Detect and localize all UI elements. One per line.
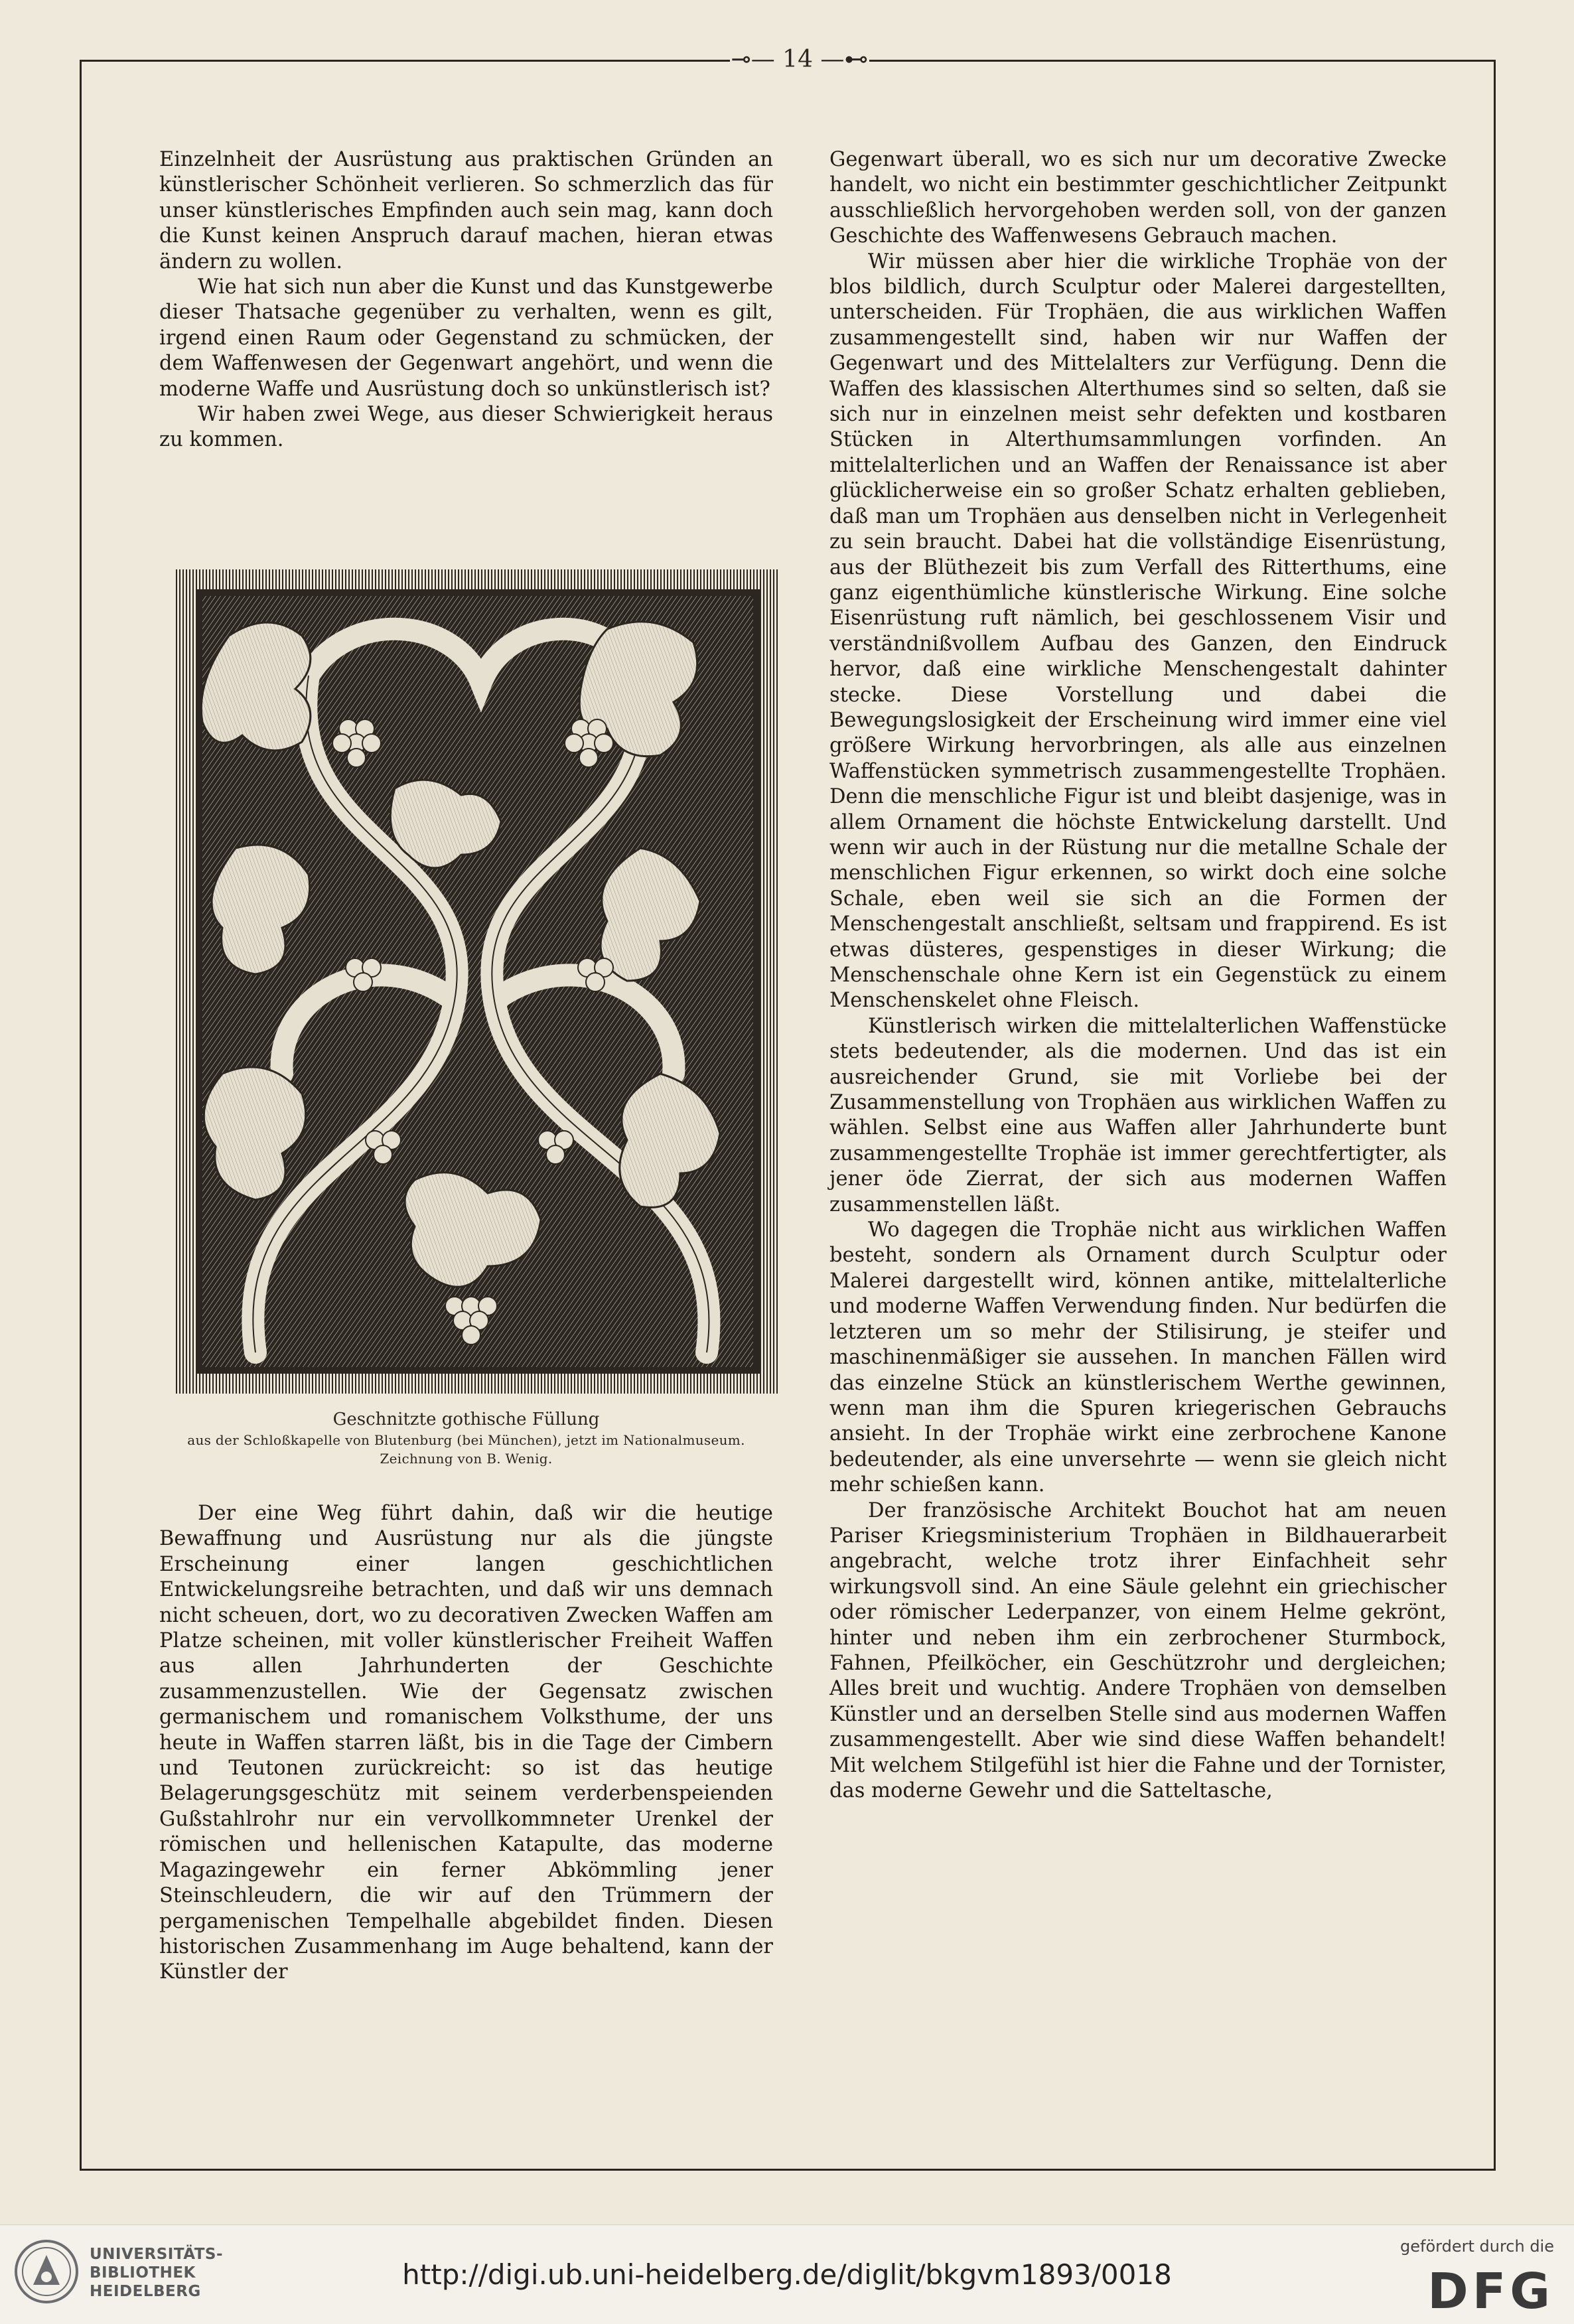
caption-title: Geschnitzte gothische Füllung [332, 1410, 600, 1429]
institution-line: BIBLIOTHEK [90, 2264, 196, 2282]
paragraph: Wie hat sich nun aber die Kunst und das Kunstgewerbe dieser Thatsache gegenüber zu verhalten, wenn es gilt, irgend einen Raum oder Gegenstand zu schmücken, der dem Waffenwesen der Gegenwart angehört, und wenn die moderne Waffe und Ausrüstung doch so unkünstlerisch ist? [159, 275, 773, 401]
sponsor-label: gefördert durch die [1400, 2237, 1554, 2256]
paragraph: Gegenwart überall, wo es sich nur um decorative Zwecke handelt, wo nicht ein bestimmter geschichtlicher Zeitpunkt ausschließlich hervorgehoben werden soll, von der ganzen Geschichte des Waffenwesens Gebrauch machen. [829, 148, 1447, 248]
institution-line: UNIVERSITÄTS- [90, 2246, 224, 2263]
paragraph: Der eine Weg führt dahin, daß wir die heutige Bewaffnung und Ausrüstung nur als die jüngste Erscheinung einer langen geschichtlichen Entwickelungsreihe betrachten, und daß wir uns demnach nicht scheuen, dort, wo zu decorativen Zwecken Waffen am Platze scheinen, mit voller künstlerischer Freiheit Waffen aus allen Jahrhunderten der Geschichte zusammenzustellen. Wie der Gegensatz zwischen germanischem und romanischem Volksthume, der uns heute in Waffen starren läßt, bis in die Tage der Cimbern und Teutonen zurückreicht: so ist das heutige Belagerungsgeschütz mit seinem verderbenspeienden Gußstahlrohr nur ein vervollkommneter Urenkel der römischen und hellenischen Katapulte, das moderne Magazingewehr ein ferner Abkömmling jener Steinschleudern, die wir auf den Trümmern der pergamenischen Tempelhalle abgebildet finden. Diesen historischen Zusammenhang im Auge behaltend, kann der Künstler der [159, 1502, 773, 1984]
carved-gothic-panel-illustration [176, 569, 780, 1394]
permalink-url[interactable]: http://digi.ub.uni-heidelberg.de/diglit/bkgvm1893/0018 [402, 2258, 1172, 2291]
caption-credit: Zeichnung von B. Wenig. [380, 1451, 553, 1467]
digitization-footer [0, 2224, 1574, 2324]
paragraph: Wir haben zwei Wege, aus dieser Schwierigkeit heraus zu kommen. [159, 403, 773, 452]
page-number-ornament: ⊸— 14 —⊷ [731, 46, 869, 73]
paragraph: Wir müssen aber hier die wirkliche Trophäe von der blos bildlich, durch Sculptur oder Malerei dargestellten, unterscheiden. Für Trophäen, die aus wirklichen Waffen zusammengestellt sind, haben wir nur Waffen der Gegenwart und des Mittelalters zur Verfügung. Denn die Waffen des klassischen Alterthumes sind so selten, daß sie sich nur in einzelnen meist sehr defekten und kostbaren Stücken in Alterthumsammlungen vorfinden. An mittelalterlichen und an Waffen der Renaissance ist aber glücklicherweise ein so großer Schatz erhalten geblieben, daß man um Trophäen aus denselben nicht in Verlegenheit zu sein braucht. Dabei hat die vollständige Eisenrüstung, aus der Blüthezeit bis zum Verfall des Ritterthums, eine ganz eigenthümliche künstlerische Wirkung. Eine solche Eisenrüstung ruft nämlich, bei geschlossenem Visir und verständnißvollem Aufbau des Ganzen, den Eindruck hervor, daß eine wirkliche Menschengestalt dahinter stecke. Diese Vorstellung und dabei die Bewegungslosigkeit der Erscheinung wird immer eine viel größere Wirkung hervorbringen, als alle aus einzelnen Waffenstücken symmetrisch zusammengestellte Trophäen. Denn die menschliche Figur ist und bleibt dasjenige, was in allem Ornament die höchste Entwickelung darstellt. Und wenn wir auch in der Rüstung nur die metallne Schale der menschlichen Figur erkennen, so wirkt doch eine solche Schale, eben weil sie sich an die Formen der Menschengestalt anschließt, seltsam und frappirend. Es ist etwas düsteres, gespenstiges in dieser Wirkung; die Menschenschale ohne Kern ist ein Gegenstück zu einem Menschenskelet ohne Fleisch. [829, 250, 1447, 1013]
frame-right-rule [1494, 60, 1496, 2169]
paragraph: Wo dagegen die Trophäe nicht aus wirklichen Waffen besteht, sondern als Ornament durch Sculptur oder Malerei dargestellt wird, können antike, mittelalterliche und moderne Waffen Verwendung finden. Nur bedürfen die letzteren um so mehr der Stilisirung, je steifer und maschinenmäßiger sie aussehen. In manchen Fällen wird das einzelne Stück an künstlerischem Werthe gewinnen, wenn man ihm die Spuren kriegerischen Gebrauchs ansieht. In der Trophäe wirkt eine zerbrochene Kanone bedeutender, als eine unversehrte — wenn sie gleich nicht mehr schießen kann. [829, 1218, 1447, 1497]
frame-left-rule [80, 60, 82, 2169]
paragraph: Künstlerisch wirken die mittelalterlichen Waffenstücke stets bedeutender, als die modernen. Und das ist ein ausreichender Grund, sie mit Vorliebe bei der Zusammenstellung von Trophäen aus wirklichen Waffen zu wählen. Selbst eine aus Waffen aller Jahrhunderte bunt zusammengestellte Trophäe ist immer gerechtfertigter, als jener öde Zierrat, der sich aus modernen Waffen zusammenstellen läßt. [829, 1014, 1447, 1216]
right-column-text [829, 147, 1447, 1804]
paragraph: Einzelnheit der Ausrüstung aus praktischen Gründen an künstlerischer Schönheit verlieren. So schmerzlich das für unser künstlerisches Empfinden auch sein mag, kann doch die Kunst keinen Anspruch darauf machen, hieran etwas ändern zu wollen. [159, 148, 773, 273]
left-column-top-text [159, 147, 773, 453]
page-number: 14 [782, 46, 813, 73]
caption-source: aus der Schloßkapelle von Blutenburg (bei München), jetzt im Nationalmuseum. [187, 1432, 745, 1448]
frame-bottom-rule [80, 2169, 1496, 2171]
carved-panel-engraving [176, 569, 780, 1394]
institution-line: HEIDELBERG [90, 2283, 201, 2300]
figure-caption [159, 1408, 773, 1468]
paragraph: Der französische Architekt Bouchot hat am neuen Pariser Kriegsministerium Trophäen in Bildhauerarbeit angebracht, welche trotz ihrer Einfachheit sehr wirkungsvoll sind. An eine Säule gelehnt ein griechischer oder römischer Lederpanzer, von einem Helme gekrönt, hinter und neben ihm ein zerbrochener Sturmbock, Fahnen, Pfeilköcher, ein Geschützrohr und dergleichen; Alles breit und wuchtig. Andere Trophäen von demselben Künstler und an derselben Stelle sind aus modernen Waffen zusammengestellt. Aber wie sind diese Waffen behandelt! Mit welchem Stilgefühl ist hier die Fahne und der Tornister, das moderne Gewehr und die Satteltasche, [829, 1498, 1447, 1802]
left-column-bottom-text [159, 1501, 773, 1986]
dfg-logo: DFG [1427, 2263, 1554, 2320]
